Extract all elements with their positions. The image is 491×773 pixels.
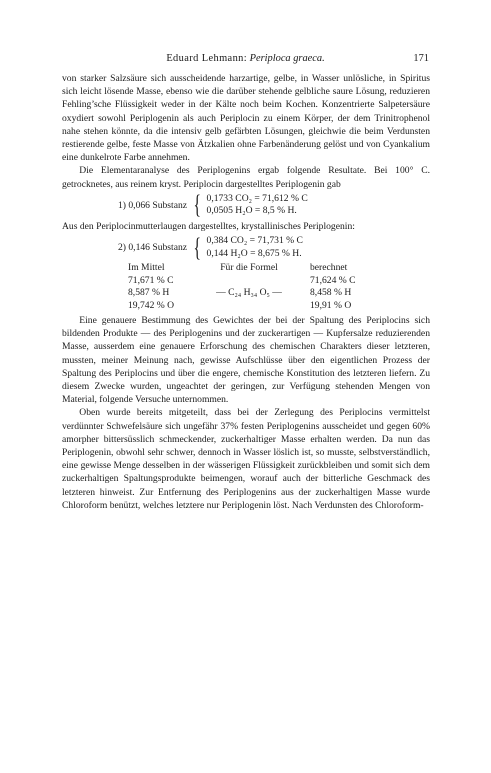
comparison-header-mean: Im Mittel	[128, 262, 165, 274]
article-title: Periploca graeca.	[249, 53, 325, 64]
paragraph-2: Die Elementaranalyse des Periplogenins ergab folgende Resultate. Bei 100° C. getrocknetes, aus reinem kryst. Periplocin dargestelltes Periplogenin gab	[62, 165, 430, 190]
running-title	[62, 52, 429, 65]
analysis-2-label: 2) 0,146 Substanz	[118, 242, 188, 254]
paragraph-4: Eine genauere Bestimmung des Gewichtes der bei der Spaltung des Periplocins sich bildenden Produkte — des Periplogenins und der zuckerartigen — Kupfersalze reduzierenden Masse, ausserdem eine genauere Erforschung des chemischen Charakters dieser letzteren, mussten, meiner Meinung nach, gewisse Aufschlüsse über den eigentlichen Prozess der Spaltung des Periplocins und über die engere, chemische Konstitution des letzteren liefern. Zu diesem Zwecke wurden, ungeachtet der geringen, zur Verfügung stehenden Mengen von Material, folgende Versuche unternommen.	[62, 315, 430, 406]
analysis-1-line-2: 0,0505 H₂O = 8,5 % H.	[206, 205, 297, 217]
comparison-header-formula: Für die Formel	[220, 262, 278, 274]
analysis-2-line-1: 0,384 CO₂ = 71,731 % C	[206, 235, 303, 247]
analysis-1-line-1: 0,1733 CO₂ = 71,612 % C	[206, 192, 308, 204]
paragraph-5: Oben wurde bereits mitgeteilt, dass bei der Zerlegung des Periplocins vermittelst verdünnter Schwefelsäure sich ungefähr 37% festen Periplogenins ausscheidet und gegen 60% amorpher bittersüsslich schmeckender, zuckerhaltiger Masse erhalten werden. Da nun das Periplogenin, obwohl sehr schwer, dennoch in Wasser löslich ist, so musste, selbstverständlich, eine gewisse Menge desselben in der wässerigen Flüssigkeit zurückbleiben und somit sich dem zuckerhaltigen Spaltungsprodukte beimengen, worauf auch der bitterliche Geschmack des letzteren hinweist. Zur Entfernung des Periplogenins aus der zuckerhaltigen Masse wurde Chloroform benützt, welches letztere nur Periplogenin löst. Nach Verdunsten des Chloroform-	[62, 407, 430, 511]
author-name: Eduard Lehmann:	[166, 53, 248, 64]
comparison-cell: 19,742 % O	[128, 299, 175, 311]
analysis-1	[118, 190, 430, 220]
comparison-col-mean	[128, 262, 188, 312]
comparison-cell: 19,91 % O	[310, 299, 352, 311]
comparison-cell: 71,671 % C	[128, 274, 174, 286]
running-header	[62, 52, 429, 65]
comparison-col-formula	[188, 262, 310, 312]
body-text	[62, 72, 430, 512]
comparison-col-calculated	[310, 262, 390, 312]
comparison-header-calculated: berechnet	[310, 262, 348, 274]
molecular-formula: — C₂₄ H₃₄ O₅ —	[216, 287, 282, 299]
analysis-2-line-2: 0,144 H₂O = 8,675 % H.	[206, 247, 302, 259]
brace-2: {	[193, 232, 202, 262]
paragraph-1: von starker Salzsäure sich ausscheidende harzartige, gelbe, in Wasser unlösliche, in Spiritus sich leicht lösende Masse, ebenso wie die darüber stehende gelbliche saure Lösung, reduzieren Fehling’sche Flüssigkeit weder in der Kälte noch beim Kochen. Konzentrierte Salpetersäure oxydiert sowohl Periplogenin als auch Periplocin zu einem Körper, der dem Trinitrophenol nahe stehen könnte, da die intensiv gelb gefärbten Lösungen, gleichwie die beim Verdunsten restierende gelbe, feste Masse von Ätzkalien ohne Farbenänderung gelöst und von Cyankalium eine dunkelrote Farbe annehmen.	[62, 73, 430, 164]
analysis-2	[118, 232, 430, 262]
comparison-cell: 8,458 % H	[310, 287, 352, 299]
brace-1: {	[193, 190, 202, 220]
paragraph-3: Aus den Periplocinmutterlaugen dargestelltes, krystallinisches Periplogenin:	[62, 221, 355, 233]
analysis-1-label: 1) 0,066 Substanz	[118, 199, 188, 211]
comparison-cell: 8,587 % H	[128, 287, 170, 299]
comparison-table	[128, 262, 430, 312]
page-number: 171	[413, 53, 429, 64]
comparison-cell: 71,624 % C	[310, 274, 356, 286]
